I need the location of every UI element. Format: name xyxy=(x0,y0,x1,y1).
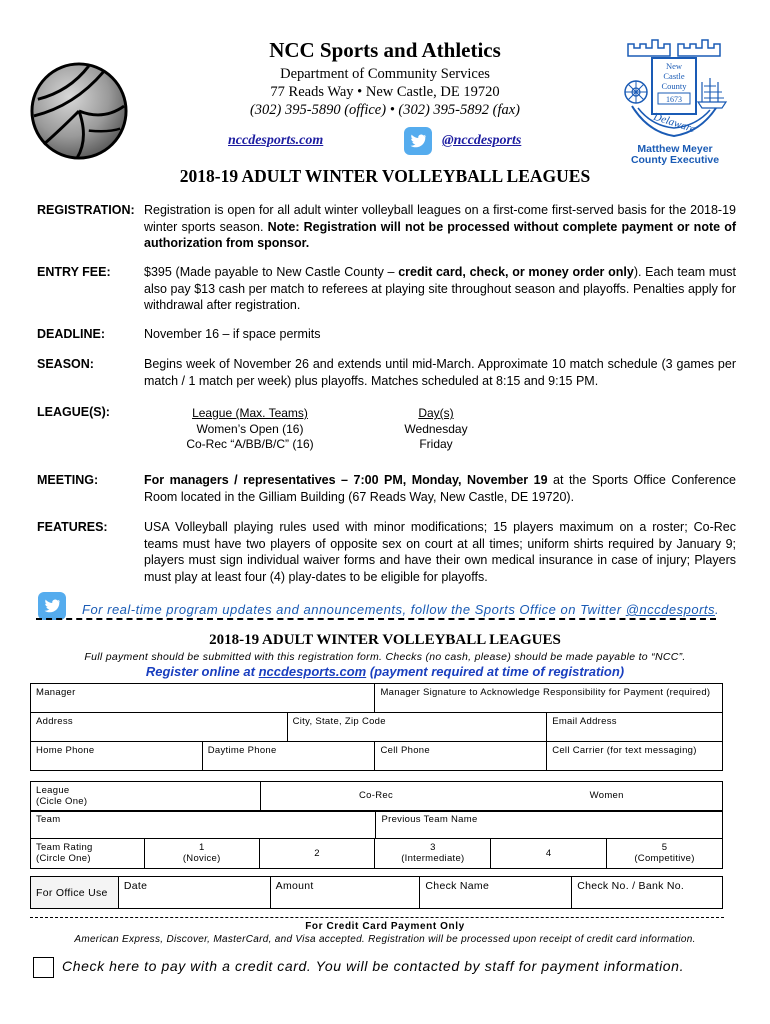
website-link[interactable]: nccdesports.com xyxy=(228,133,324,148)
rating-option-1[interactable] xyxy=(144,839,259,869)
form-title: 2018-19 ADULT WINTER VOLLEYBALL LEAGUES xyxy=(209,632,561,648)
features-text: USA Volleyball playing rules used with minor modifications; 15 players maximum on a roster; Co-Rec teams must have two players of opposite sex on court at all times; uniform shirts required by January 9; players must sign individual waiver forms and have their own medical insurance in case of injury; Players must play at least four (4) play-dates to be eligible for playoffs. xyxy=(144,520,736,584)
rating-option-2[interactable] xyxy=(259,839,375,869)
office-amount-field[interactable]: Amount xyxy=(270,877,420,909)
entry-fee-body-2: ). Each team must also pay $13 cash per match to referees at playing site throughout season and playoffs. Penalties apply for withdrawal after registration. xyxy=(144,265,736,312)
league-table xyxy=(30,781,723,812)
league-column xyxy=(160,406,340,453)
twitter-follow-text xyxy=(82,602,719,617)
rating-number: 2 xyxy=(314,848,320,859)
manager-signature-field[interactable]: Manager Signature to Acknowledge Responsibility for Payment (required) xyxy=(375,684,723,713)
register-online xyxy=(0,664,770,679)
meeting-location: at the Sports Office Conference Room located in the Gilliam Building (67 Reads Way, New Castle, DE 19720). xyxy=(144,473,736,504)
team-field[interactable]: Team xyxy=(31,811,376,839)
twitter-icon[interactable] xyxy=(38,592,66,620)
seal-text-new: New xyxy=(665,61,683,71)
league-select-label xyxy=(31,782,261,812)
home-phone-field[interactable]: Home Phone xyxy=(31,742,203,771)
registration-text xyxy=(144,202,736,252)
entry-fee-payment-methods: credit card, check, or money order only xyxy=(398,265,634,279)
payment-note: Full payment should be submitted with this registration form. Checks (no cash, please) should be made payable to “NCC”. xyxy=(84,651,686,663)
entry-fee-body-1: $395 (Made payable to New Castle County – xyxy=(144,265,399,279)
email-field[interactable]: Email Address xyxy=(547,713,723,742)
county-seal-logo xyxy=(618,36,730,144)
rating-number: 3 xyxy=(430,842,436,853)
credit-note: American Express, Discover, MasterCard, and Visa accepted. Registration will be processed upon receipt of credit card information. xyxy=(74,934,696,945)
league-name: Women’s Open (16) xyxy=(196,421,304,436)
manager-field[interactable]: Manager xyxy=(31,684,375,713)
follow-end: . xyxy=(715,602,720,617)
rating-number: 5 xyxy=(661,842,668,853)
office-date-field[interactable]: Date xyxy=(118,877,270,909)
cell-carrier-field[interactable]: Cell Carrier (for text messaging) xyxy=(547,742,723,771)
executive-title: County Executive xyxy=(630,154,720,166)
seal-text-county: County xyxy=(661,81,687,91)
executive-name: Matthew Meyer xyxy=(637,143,713,155)
league-heading: 2018-19 ADULT WINTER VOLLEYBALL LEAGUES xyxy=(179,166,591,186)
deadline-label: DEADLINE: xyxy=(37,327,106,341)
department-name: Department of Community Services xyxy=(280,66,490,82)
twitter-handle-link[interactable]: @nccdesports xyxy=(625,602,716,617)
rating-label-text: Team Rating xyxy=(36,842,93,853)
deadline-text: November 16 – if space permits xyxy=(144,327,321,341)
rating-number: 1 xyxy=(198,842,205,853)
office-check-number-field[interactable]: Check No. / Bank No. xyxy=(572,877,723,909)
credit-card-checkbox-label: Check here to pay with a credit card. You will be contacted by staff for payment information. xyxy=(62,958,685,974)
rating-label xyxy=(31,839,145,869)
address-field[interactable]: Address xyxy=(31,713,288,742)
features-label: FEATURES: xyxy=(37,520,108,534)
day-column xyxy=(356,406,516,453)
league-label: League xyxy=(36,785,70,796)
cell-phone-field[interactable]: Cell Phone xyxy=(375,742,547,771)
seal-text-castle: Castle xyxy=(663,71,685,81)
credit-title: For Credit Card Payment Only xyxy=(305,921,465,932)
league-day: Wednesday xyxy=(404,421,468,436)
office-check-name-field[interactable]: Check Name xyxy=(420,877,572,909)
entry-fee-label: ENTRY FEE: xyxy=(37,265,111,279)
city-state-zip-field[interactable]: City, State, Zip Code xyxy=(287,713,547,742)
women-option[interactable]: Women xyxy=(589,790,624,801)
meeting-label: MEETING: xyxy=(37,473,99,487)
page-title: NCC Sports and Athletics xyxy=(269,38,501,62)
rating-desc: (Novice) xyxy=(182,853,221,864)
registration-body: Registration is open for all adult winter volleyball leagues on a first-come first-served basis for the 2018-19 winter sports season. xyxy=(144,203,736,234)
office-address: 77 Reads Way • New Castle, DE 19720 xyxy=(270,84,500,100)
contact-table xyxy=(30,683,723,771)
seal-text-state: Delaware xyxy=(652,110,697,136)
follow-message: For real-time program updates and announcements, follow the Sports Office on Twitter xyxy=(82,602,626,617)
office-phones: (302) 395-5890 (office) • (302) 395-5892 (fax) xyxy=(249,102,521,118)
league-day: Friday xyxy=(419,437,453,451)
rating-table xyxy=(30,838,723,869)
register-link[interactable]: nccdesports.com xyxy=(258,664,367,679)
registration-note: Note: Registration will not be processed without complete payment or note of authorization from sponsor. xyxy=(144,219,736,250)
rating-number: 4 xyxy=(545,848,552,859)
rating-desc: (Intermediate) xyxy=(401,853,465,864)
rating-desc: (Competitive) xyxy=(634,853,695,864)
rating-circle-note: (Circle One) xyxy=(36,853,91,864)
register-suffix: (payment required at time of registration) xyxy=(366,664,625,679)
seal-text-year: 1673 xyxy=(666,95,682,104)
league-circle-note: (Cicle One) xyxy=(36,796,88,807)
previous-team-field[interactable]: Previous Team Name xyxy=(376,811,723,839)
twitter-handle-link[interactable]: @nccdesports xyxy=(442,133,522,148)
league-options xyxy=(260,782,722,812)
office-use-label: For Office Use xyxy=(31,877,119,909)
team-table xyxy=(30,810,723,839)
rating-option-4[interactable] xyxy=(491,839,607,869)
league-column-header: League (Max. Teams) xyxy=(192,406,308,420)
daytime-phone-field[interactable]: Daytime Phone xyxy=(202,742,375,771)
rating-option-5[interactable] xyxy=(607,839,723,869)
leagues-label: LEAGUE(S): xyxy=(37,405,110,419)
credit-divider xyxy=(30,917,724,918)
office-use-table xyxy=(30,876,723,909)
league-name: Co-Rec “A/BB/B/C” (16) xyxy=(186,437,314,451)
credit-card-checkbox[interactable] xyxy=(33,957,54,978)
meeting-text xyxy=(144,472,736,505)
rating-option-3[interactable] xyxy=(375,839,491,869)
season-label: SEASON: xyxy=(37,357,94,371)
cut-line xyxy=(36,618,716,620)
twitter-icon[interactable] xyxy=(404,127,432,155)
season-text: Begins week of November 26 and extends until mid-March. Approximate 10 match schedule (3 games per match / 1 match per week) plus playoffs. Matches scheduled at 8:15 and 9:15 PM. xyxy=(144,357,736,388)
meeting-time: For managers / representatives – 7:00 PM, Monday, November 19 xyxy=(144,473,548,487)
day-column-header: Day(s) xyxy=(418,406,454,420)
entry-fee-text xyxy=(144,264,736,314)
register-prefix: Register online at xyxy=(145,664,259,679)
registration-label: REGISTRATION: xyxy=(37,203,135,217)
corec-option[interactable]: Co-Rec xyxy=(359,790,394,801)
